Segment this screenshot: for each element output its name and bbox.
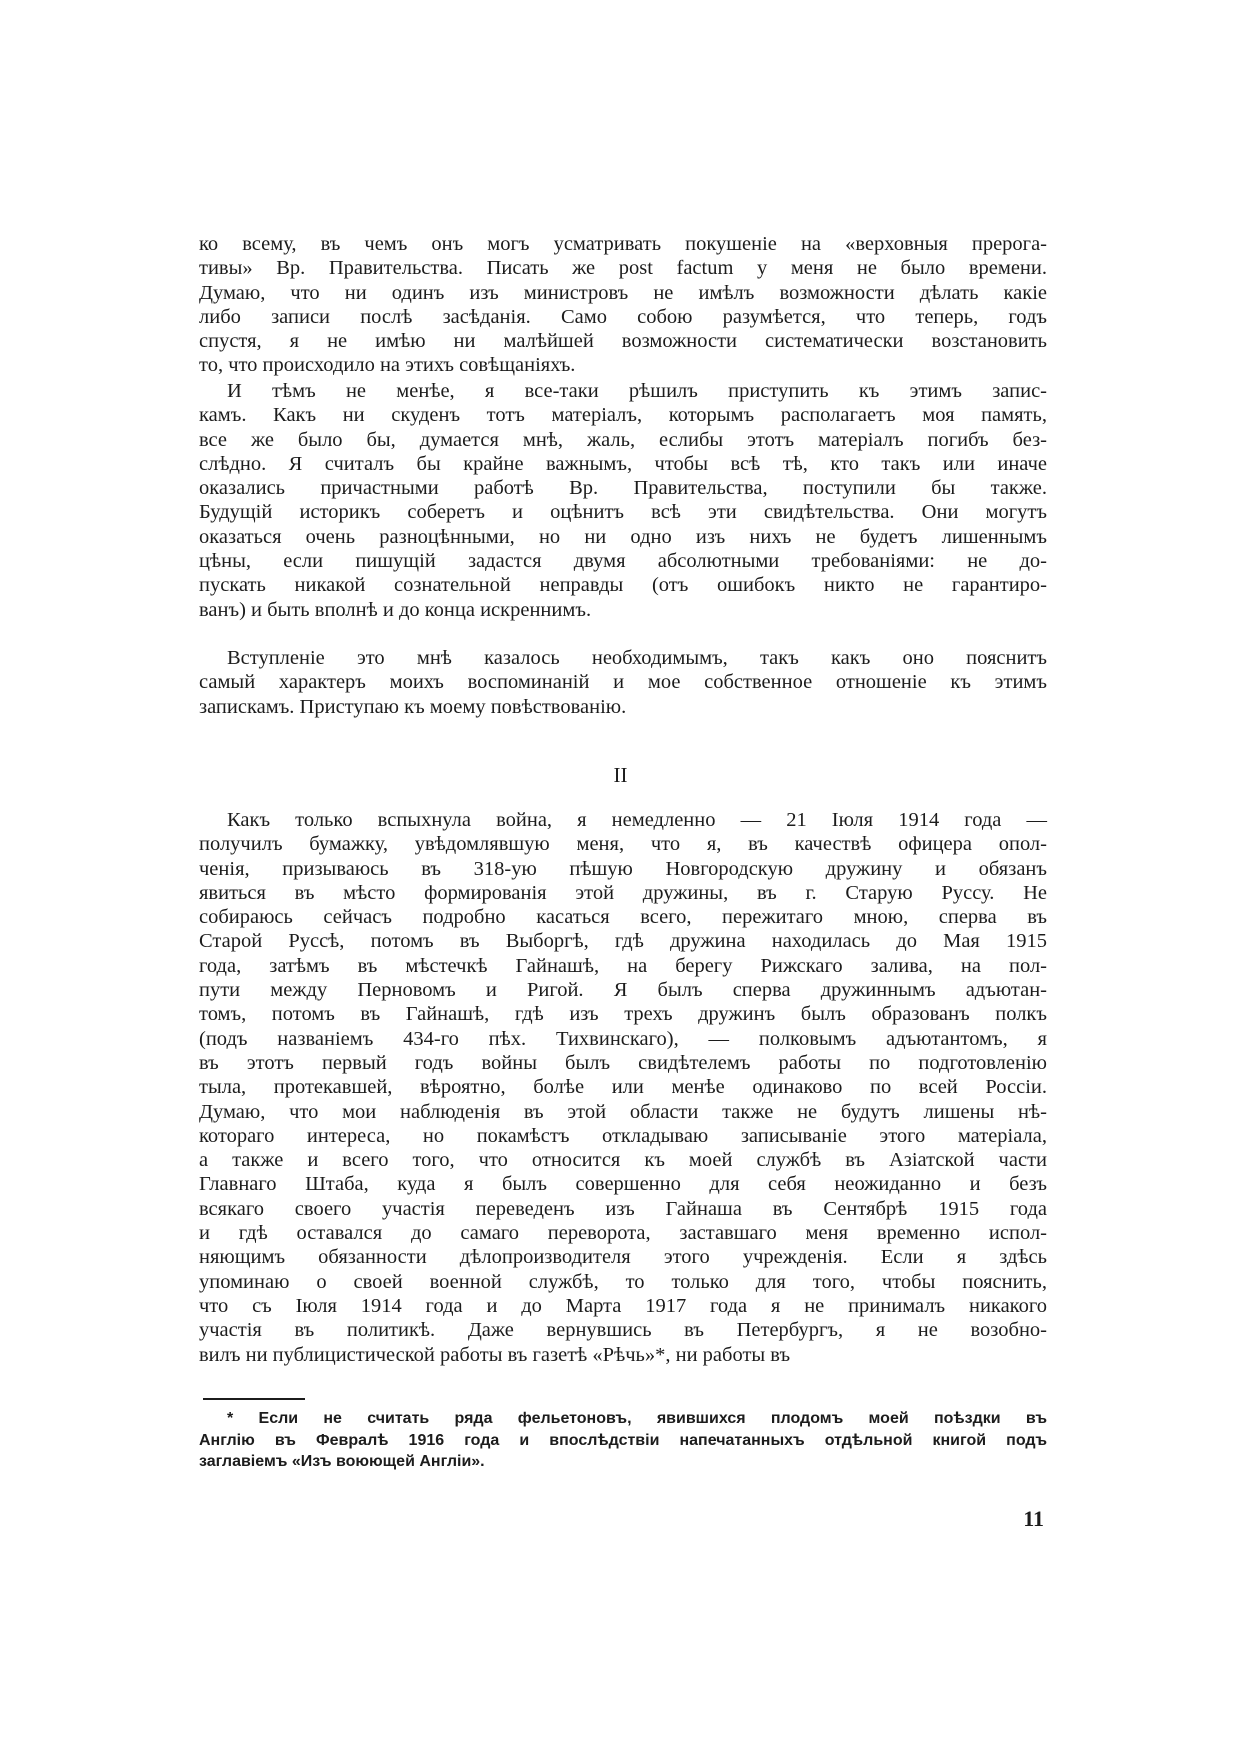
- text-line: и гдѣ оставался до самаго переворота, заставшаго меня временно испол-: [199, 1222, 1047, 1245]
- text-line: все же было бы, думается мнѣ, жаль, еслибы этотъ матеріалъ погибъ без-: [199, 428, 1047, 451]
- paragraph-intro-end: [199, 232, 1047, 378]
- text-line: участія въ политикѣ. Даже вернувшись въ Петербургъ, я не возобно-: [199, 1319, 1047, 1342]
- text-line: цѣны, если пишущій задастся двумя абсолютными требованіями: не до-: [199, 550, 1047, 573]
- text-line: пути между Перновомъ и Ригой. Я былъ сперва дружиннымъ адъютан-: [199, 979, 1047, 1002]
- text-line: самый характеръ моихъ воспоминаній и мое собственное отношеніе къ этимъ: [199, 671, 1047, 694]
- text-line: ко всему, въ чемъ онъ могъ усматривать покушеніе на «верховныя прерога-: [199, 233, 1047, 255]
- paragraph-intro-2: [199, 379, 1047, 622]
- text-line: И тѣмъ не менѣе, я все-таки рѣшилъ приступить къ этимъ запис-: [227, 380, 1047, 402]
- text-line: а также и всего того, что относится къ моей службѣ въ Азіатской части: [199, 1149, 1047, 1172]
- text-line: камъ. Какъ ни скуденъ тотъ матеріалъ, которымъ располагаетъ моя память,: [199, 404, 1047, 427]
- paragraph-chapter-2: [199, 808, 1047, 1367]
- text-line: няющимъ обязанности дѣлопроизводителя этого учрежденія. Если я здѣсь: [199, 1246, 1047, 1269]
- text-line: собираюсь сейчасъ подробно касаться всего, пережитаго мною, сперва въ: [199, 906, 1047, 929]
- page-number: 11: [1023, 1506, 1044, 1531]
- text-line: * Если не считать ряда фельетоновъ, явившихся плодомъ моей поѣздки въ: [227, 1410, 1047, 1427]
- text-line: Какъ только вспыхнула война, я немедленно — 21 Іюля 1914 года —: [227, 809, 1047, 831]
- text-line: всякаго своего участія переведенъ изъ Гайнаша въ Сентябрѣ 1915 года: [199, 1197, 1047, 1220]
- text-line: упоминаю о своей военной службѣ, то только для того, чтобы пояснить,: [199, 1270, 1047, 1293]
- text-line: томъ, потомъ въ Гайнашѣ, гдѣ изъ трехъ дружинъ былъ образованъ полкъ: [199, 1003, 1047, 1026]
- text-line: Думаю, что ни одинъ изъ министровъ не имѣлъ возможности дѣлать какіе: [199, 281, 1047, 304]
- paragraph-intro-3: [199, 646, 1047, 719]
- text-line: слѣдно. Я считалъ бы крайне важнымъ, чтобы всѣ тѣ, кто такъ или иначе: [199, 452, 1047, 475]
- text-line: Главнаго Штаба, куда я былъ совершенно для себя неожиданно и безъ: [199, 1173, 1047, 1196]
- text-line: получилъ бумажку, увѣдомлявшую меня, что я, въ качествѣ офицера опол-: [199, 833, 1047, 856]
- text-line: что съ Іюля 1914 года и до Марта 1917 года я не принималъ никакого: [199, 1294, 1047, 1317]
- text-line: вилъ ни публицистической работы въ газетѣ «Рѣчь»*, ни работы въ: [199, 1343, 791, 1366]
- text-line: либо записи послѣ засѣданія. Само собою разумѣется, что теперь, годъ: [199, 305, 1047, 328]
- text-line: оказались причастными работѣ Вр. Правительства, поступили бы также.: [199, 477, 1047, 500]
- text-line: ченія, призываюсь въ 318-ую пѣшую Новгородскую дружину и обязанъ: [199, 857, 1047, 880]
- text-line: Англію въ Февралѣ 1916 года и впослѣдствіи напечатанныхъ отдѣльной книгой подъ: [199, 1431, 1047, 1449]
- text-line: тивы» Вр. Правительства. Писать же post factum у меня не было времени.: [199, 257, 1047, 280]
- chapter-heading: II: [613, 763, 628, 787]
- text-line: котораго интереса, но покамѣстъ откладываю записываніе этого матеріала,: [199, 1124, 1047, 1147]
- text-line: Будущій историкъ соберетъ и оцѣнитъ всѣ эти свидѣтельства. Они могутъ: [199, 501, 1047, 524]
- text-line: тыла, протекавшей, вѣроятно, болѣе или менѣе одинаково по всей Россіи.: [199, 1076, 1047, 1099]
- text-line: пускать никакой сознательной неправды (отъ ошибокъ никто не гарантиро-: [199, 574, 1047, 597]
- footnote-divider: [203, 1398, 305, 1400]
- text-line: оказаться очень разноцѣнными, но ни одно изъ нихъ не будетъ лишеннымъ: [199, 525, 1047, 548]
- text-line: Думаю, что мои наблюденія въ этой области также не будутъ лишены нѣ-: [199, 1100, 1047, 1123]
- text-line: спустя, я не имѣю ни малѣйшей возможности систематически возстановить: [199, 330, 1047, 353]
- text-line: ванъ) и быть вполнѣ и до конца искреннимъ.: [199, 598, 592, 621]
- text-line: года, затѣмъ въ мѣстечкѣ Гайнашѣ, на берегу Рижскаго залива, на пол-: [199, 954, 1047, 977]
- footnote: [199, 1408, 1047, 1473]
- text-line: заглавіемъ «Изъ воюющей Англіи».: [199, 1453, 485, 1470]
- text-line: Старой Руссѣ, потомъ въ Выборгѣ, гдѣ дружина находилась до Мая 1915: [199, 930, 1047, 953]
- text-line: то, что происходило на этихъ совѣщаніяхъ.: [199, 354, 576, 377]
- text-line: запискамъ. Приступаю къ моему повѣствованію.: [199, 695, 627, 718]
- text-line: явиться въ мѣсто формированія этой дружины, въ г. Старую Руссу. Не: [199, 881, 1047, 904]
- text-line: въ этотъ первый годъ войны былъ свидѣтелемъ работы по подготовленію: [199, 1051, 1047, 1074]
- text-line: Вступленіе это мнѣ казалось необходимымъ, такъ какъ оно пояснитъ: [227, 647, 1047, 669]
- text-line: (подъ названіемъ 434-го пѣх. Тихвинскаго), — полковымъ адъютантомъ, я: [199, 1027, 1047, 1050]
